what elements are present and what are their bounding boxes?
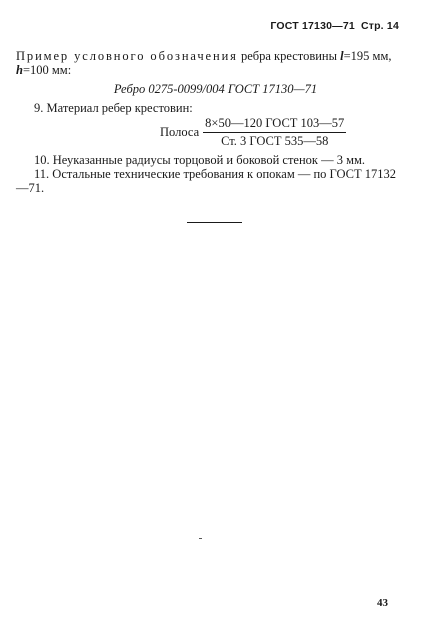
example-designation: Ребро 0275-0099/004 ГОСТ 17130—71 [113,82,318,96]
item-9-material: 9. Материал ребер крестовин: [34,101,193,115]
running-header [270,20,399,32]
formula-denominator: Ст. 3 ГОСТ 535—58 [221,134,329,148]
value-h: =100 мм: [22,63,72,77]
item-10-radii: 10. Неуказанные радиусы торцовой и боковой стенок — 3 мм. [34,153,366,167]
header-page-label: Стр. 14 [360,20,399,32]
formula-fraction [203,116,346,149]
example-lead-spaced: Пример условного обозначения [16,49,238,63]
variable-h: h [16,63,23,77]
speck-mark [199,538,202,539]
material-formula [160,116,346,149]
header-standard: ГОСТ 17130—71 [270,20,355,32]
example-lead-rest: ребра крестовины [240,49,337,63]
item-11-requirements: 11. Остальные технические требования к опокам — по ГОСТ 17132—71. [16,167,396,195]
variable-l: l [340,49,344,63]
page-number: 43 [377,597,388,609]
value-l: =195 мм, [343,49,392,63]
formula-word: Полоса [160,125,200,139]
formula-numerator: 8×50—120 ГОСТ 103—57 [203,116,346,133]
example-paragraph [16,49,401,77]
end-rule [187,222,242,223]
